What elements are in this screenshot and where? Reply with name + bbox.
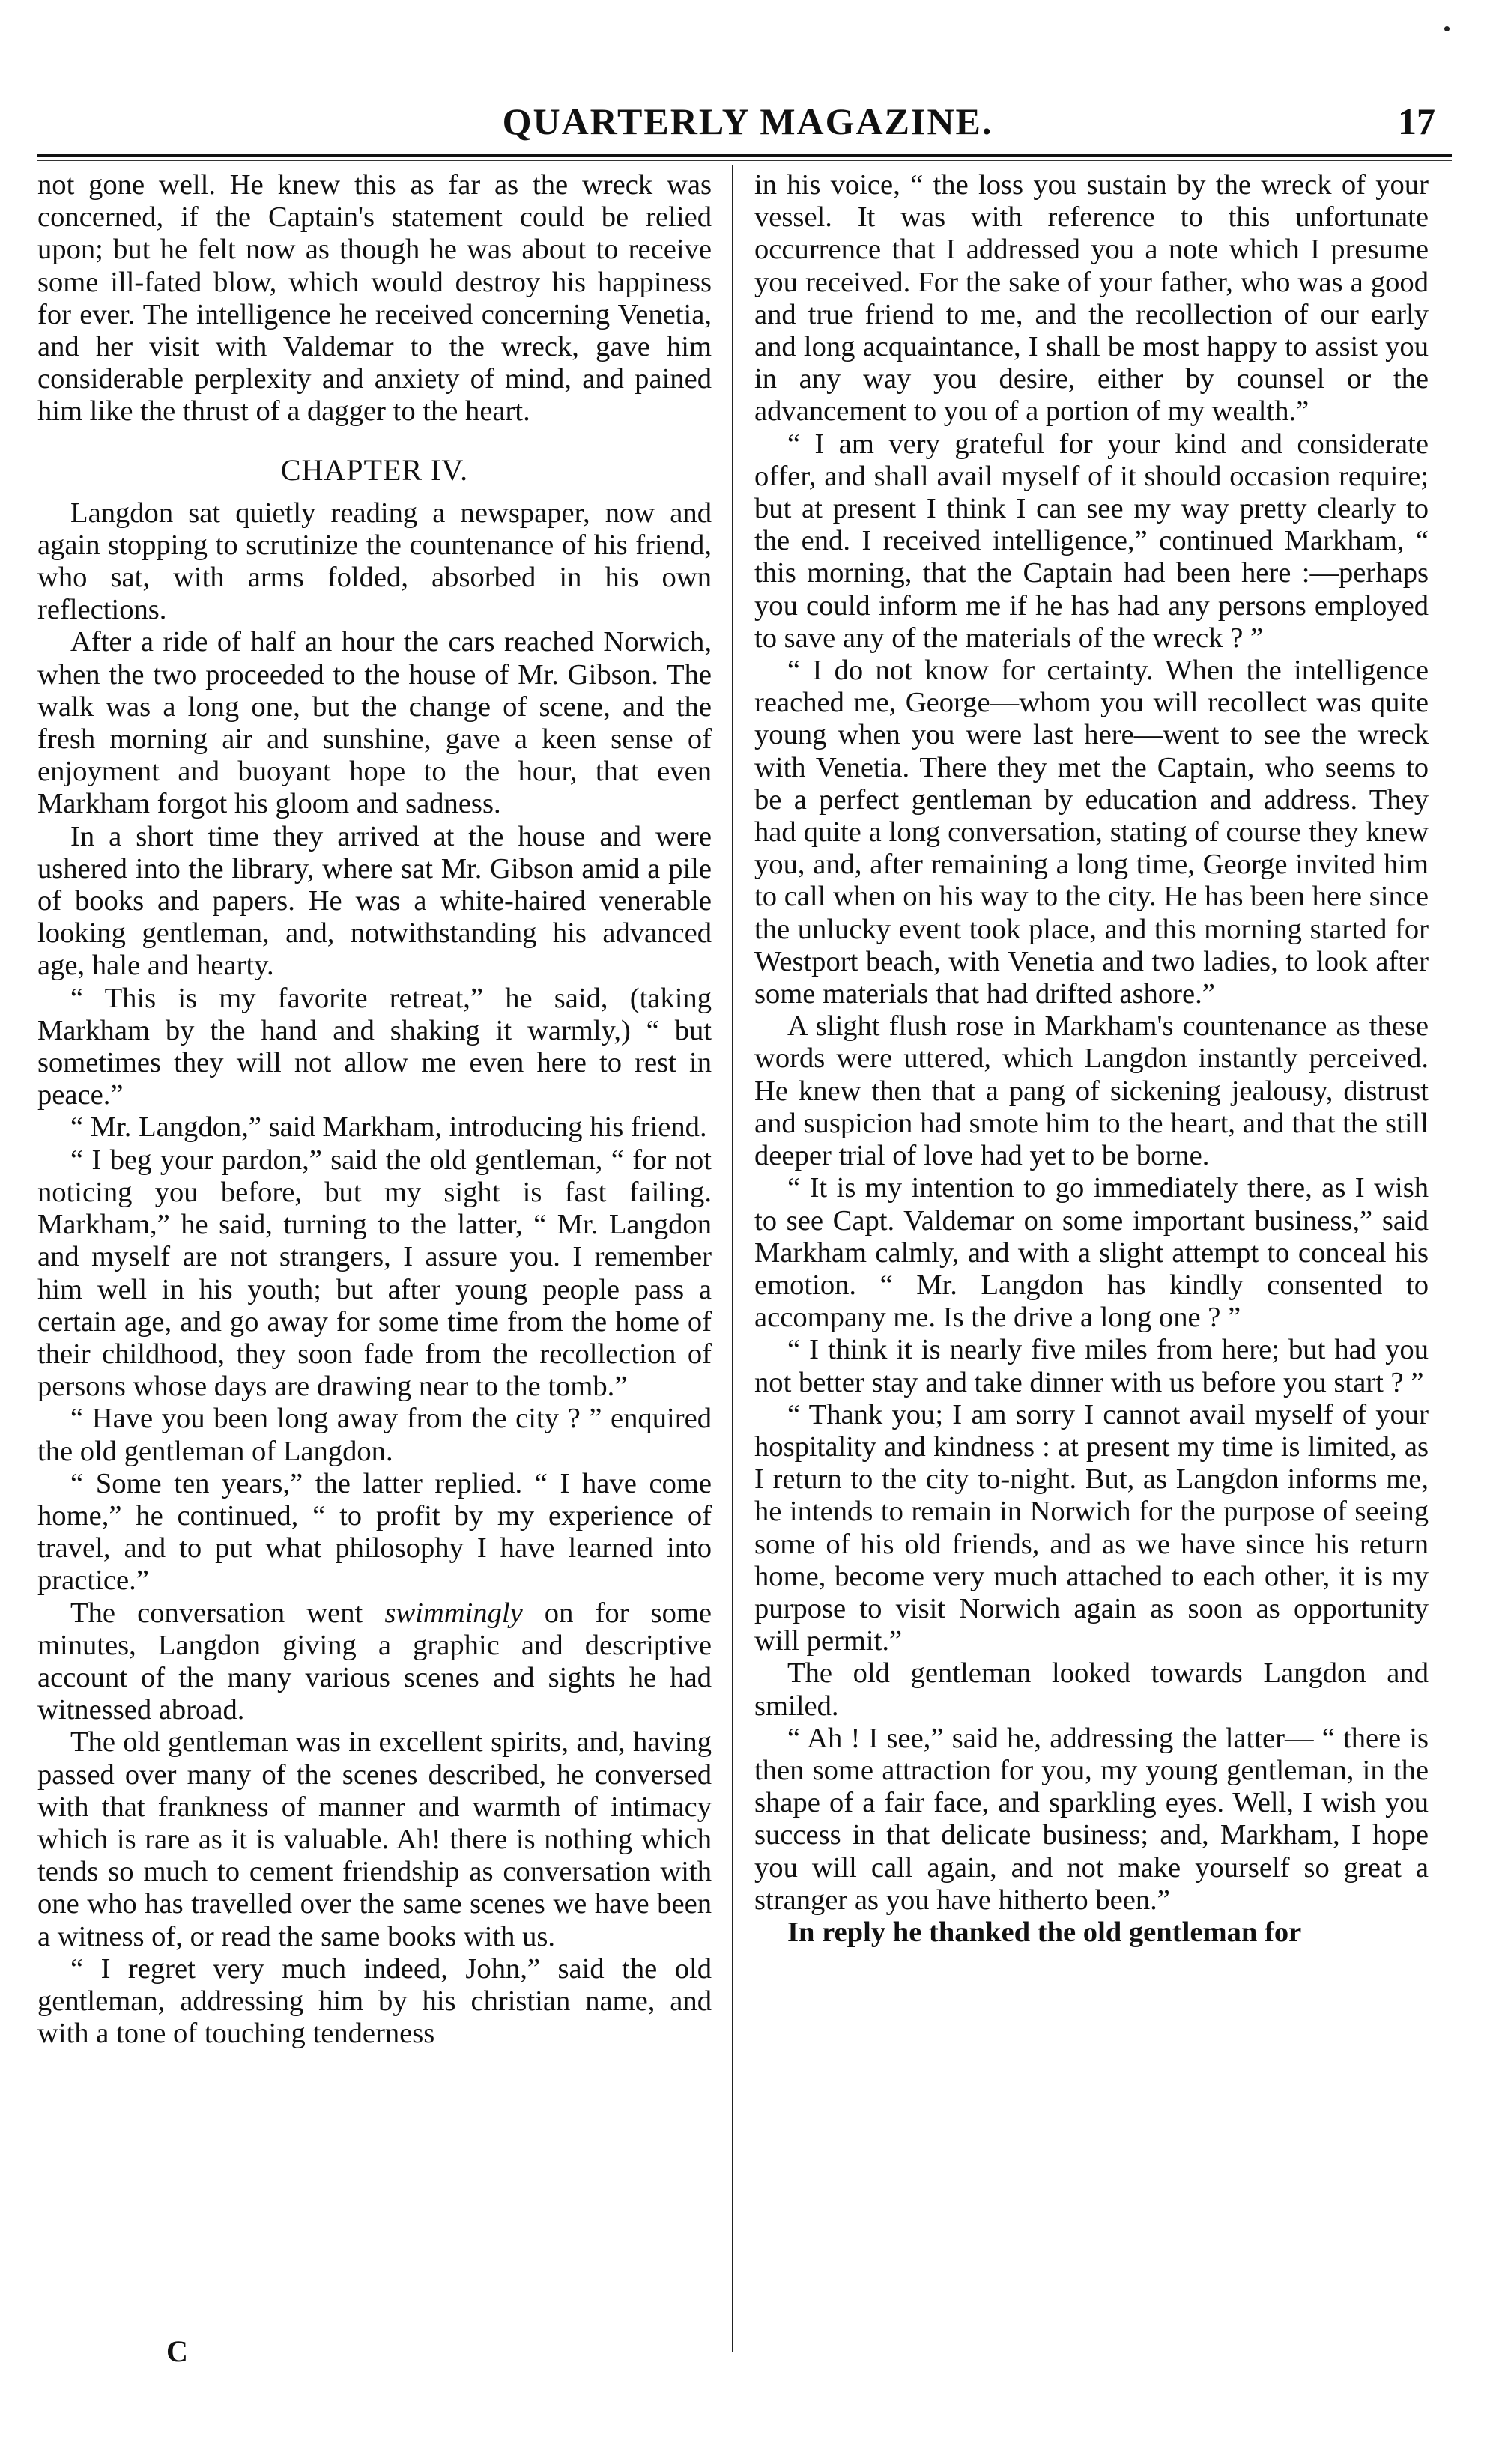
header-rule-thin (37, 160, 1452, 161)
paragraph: “ I think it is nearly five miles from here; but had you not better stay and take dinner with us before you start ? ” (754, 1334, 1429, 1398)
paragraph: “ It is my intention to go immediately there, as I wish to see Capt. Valdemar on some important business,” said Markham calmly, and with a slight attempt to conceal his emotion. “ Mr. Langdon has kindly consented to accompany me. Is the drive a long one ? ” (754, 1172, 1429, 1334)
paragraph: “ I do not know for certainty. When the intelligence reached me, George—whom you will recollect was quite young when you were last here—went to see the wreck with Venetia. There they met the Captain, who seems to be a perfect gentleman by education and address. They had quite a long conversation, stating of course they knew you, and, after remaining a long time, George invited him to call when on his way to the city. He has been here since the unlucky event took place, and this morning started for Westport beach, with Venetia and two ladies, to look after some materials that had drifted ashore.” (754, 655, 1429, 1010)
paragraph: A slight flush rose in Markham's countenance as these words were uttered, which Langdon instantly perceived. He knew then that a pang of sickening jealousy, distrust and suspicion had smote him to the heart, and that the still deeper trial of love had yet to be borne. (754, 1010, 1429, 1172)
paragraph: After a ride of half an hour the cars reached Norwich, when the two proceeded to the house of Mr. Gibson. The walk was a long one, but the change of scene, and the fresh morning air and sunshine, gave a keen sense of enjoyment and buoyant hope to the hour, that even Markham forgot his gloom and sadness. (37, 626, 712, 820)
paragraph: “ I regret very much indeed, John,” said the old gentleman, addressing him by his christian name, and with a tone of touching tenderness (37, 1952, 712, 2050)
paragraph: “ Mr. Langdon,” said Markham, introducing his friend. (70, 1111, 707, 1144)
paragraph: “ Thank you; I am sorry I cannot avail myself of your hospitality and kindness : at present my time is limited, as I return to the city to-night. But, as Langdon informs me, he intends to remain in Norwich for the purpose of seeing some of his old friends, and as we have since his return home, become very much attached to each other, it is my purpose to visit Norwich again as soon as opportunity will permit.” (754, 1398, 1429, 1657)
paragraph: “ Have you been long away from the city ? ” enquired the old gentleman of Langdon. (37, 1403, 712, 1467)
paragraph: “ I beg your pardon,” said the old gentleman, “ for not noticing you before, but my sight is fast failing. Markham,” he said, turning to the latter, “ Mr. Langdon and myself are not strangers, I assure you. I remember him well in his youth; but after young people pass a certain age, and go away for some time from the home of their childhood, they soon fade from the recollection of persons whose days are drawing near to the tomb.” (37, 1144, 712, 1403)
chapter-heading: CHAPTER IV. (280, 452, 469, 487)
paragraph: In a short time they arrived at the house and were ushered into the library, where sat Mr. Gibson amid a pile of books and papers. He was a white-haired venerable looking gentleman, and, notwithstanding his advanced age, hale and hearty. (37, 820, 712, 982)
column-divider (732, 165, 733, 2352)
paragraph: In reply he thanked the old gentleman for (787, 1916, 1302, 1948)
paragraph: Langdon sat quietly reading a newspaper, now and again stopping to scrutinize the countenance of his friend, who sat, with arms folded, absorbed in his own reflections. (37, 497, 712, 626)
ink-dot (1444, 26, 1450, 31)
paragraph: “ Ah ! I see,” said he, addressing the latter— “ there is then some attraction for you, my young gentleman, in the shape of a fair face, and sparkling eyes. Well, I wish you success in that delicate business; and, Markham, I hope you will call again, and not make yourself so great a stranger as you have hitherto been.” (754, 1722, 1429, 1916)
header-rule (37, 154, 1452, 157)
paragraph: “ Some ten years,” the latter replied. “ I have come home,” he continued, “ to profit by my experience of travel, and to put what philosophy I have learned into practice.” (37, 1467, 712, 1597)
paragraph: in his voice, “ the loss you sustain by the wreck of your vessel. It was with reference to this unfortunate occurrence that I addressed you a note which I presume you received. For the sake of your father, who was a good and true friend to me, and the recollection of our early and long acquaintance, I shall be most happy to assist you in any way you desire, either by counsel or the advancement to you of a portion of my wealth.” (754, 169, 1429, 428)
paragraph: The old gentleman was in excellent spirits, and, having passed over many of the scenes described, he conversed with that frankness of manner and warmth of intimacy which is rare as it is valuable. Ah! there is nothing which tends so much to cement friendship as conversation with one who has travelled over the same scenes we have been a witness of, or read the same books with us. (37, 1726, 712, 1952)
running-header (37, 91, 1458, 151)
emphasis: swimmingly (384, 1597, 523, 1629)
paragraph: “ I am very grateful for your kind and considerate offer, and shall avail myself of it should occasion require; but at present I think I can see my way pretty clearly to the end. I received intelligence,” continued Markham, “ this morning, that the Captain had been here :—perhaps you could inform me if he has had any persons employed to save any of the materials of the wreck ? ” (754, 428, 1429, 654)
left-column (37, 169, 712, 2364)
right-column (754, 169, 1429, 2364)
paragraph: “ This is my favorite retreat,” he said, (taking Markham by the hand and shaking it warmly,) “ but sometimes they will not allow me even here to rest in peace.” (37, 982, 712, 1111)
page-number: 17 (1398, 100, 1435, 142)
paragraph: The conversation went swimmingly on for some minutes, Langdon giving a graphic and descriptive account of the many various scenes and sights he had witnessed abroad. (37, 1597, 712, 1726)
paragraph: The old gentleman looked towards Langdon and smiled. (754, 1657, 1429, 1722)
running-title: QUARTERLY MAGAZINE. (502, 100, 993, 142)
signature-mark: C (166, 2334, 188, 2368)
paragraph: not gone well. He knew this as far as the wreck was concerned, if the Captain's statement could be relied upon; but he felt now as though he was about to receive some ill-fated blow, which would destroy his happiness for ever. The intelligence he received concerning Venetia, and her visit with Valdemar to the wreck, gave him considerable perplexity and anxiety of mind, and pained him like the thrust of a dagger to the heart. (37, 169, 712, 428)
